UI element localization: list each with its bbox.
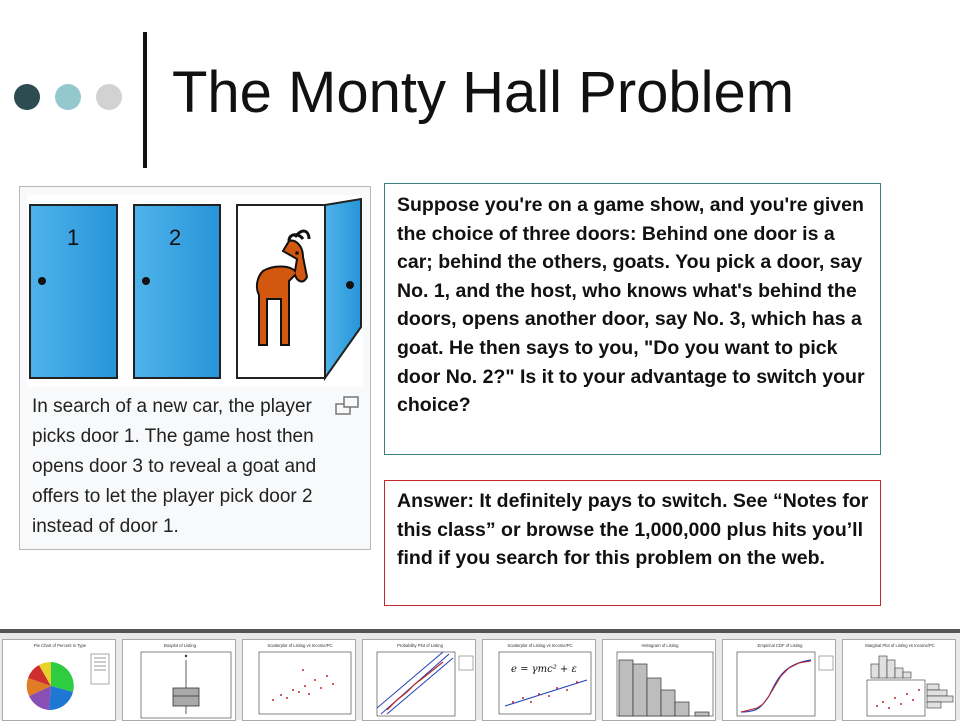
- thumb-title-7: Empirical CDF of Listing: [757, 643, 803, 648]
- dot-dark: [14, 84, 40, 110]
- door-icon-1: [30, 205, 117, 378]
- slide-title: The Monty Hall Problem: [172, 60, 795, 125]
- answer-text: Answer: It definitely pays to switch. See “Notes for this class” or browse the 1,000,000 plus hits you’ll find if you search for this problem on the web.: [397, 490, 869, 570]
- monty-hall-figure: [19, 186, 371, 550]
- title-divider: [143, 32, 147, 168]
- door-number-1: 1: [67, 225, 80, 250]
- dot-gray: [96, 84, 122, 110]
- open-door-icon: [237, 199, 361, 378]
- thumb-title-6: Histogram of Listing: [641, 643, 679, 648]
- thumb-title-3: Scatterplot of Listing vs Income/PC: [267, 643, 333, 648]
- thumb-marginal-plot: [842, 639, 956, 721]
- answer-box: [384, 480, 881, 606]
- thumb-title-1: Pie Chart of Percent in Type: [33, 643, 87, 648]
- thumb-title-5: Scatterplot of Listing vs Income/PC: [507, 643, 573, 648]
- thumb-probability-plot: [362, 639, 476, 721]
- thumb-title-4: Probability Plot of Listing: [397, 643, 443, 648]
- thumbnail-strip: [0, 629, 960, 720]
- thumb-empirical-cdf: [722, 639, 836, 721]
- door-icon-2: [134, 205, 220, 378]
- thumb-scatterplot-fit: [482, 639, 596, 721]
- thumb-formula: e = γmc² + ε: [511, 664, 577, 675]
- thumb-title-2: Boxplot of Listing: [164, 643, 196, 648]
- thumb-pie-chart: [2, 639, 116, 721]
- decorative-dots: [14, 84, 124, 114]
- thumb-boxplot: [122, 639, 236, 721]
- thumb-scatterplot: [242, 639, 356, 721]
- doors-illustration: [27, 195, 363, 387]
- dot-teal: [55, 84, 81, 110]
- thumb-title-8: Marginal Plot of Listing vs Income/PC: [865, 643, 935, 648]
- question-box: [384, 183, 881, 455]
- door-number-2: 2: [169, 225, 182, 250]
- thumb-histogram: [602, 639, 716, 721]
- question-text: Suppose you're on a game show, and you're given the choice of three doors: Behind one door is a car; behind the others, goats. You pick a door, say No. 1, and the host, who knows what's behind the doors, opens another door, say No. 3, which has a goat. He then says to you, "Do you want to pick door No. 2?" Is it to your advantage to switch your choice?: [397, 194, 865, 417]
- figure-caption: In search of a new car, the player picks door 1. The game host then opens door 3 to reveal a goat and offers to let the player pick door 2 instead of door 1.: [32, 396, 317, 537]
